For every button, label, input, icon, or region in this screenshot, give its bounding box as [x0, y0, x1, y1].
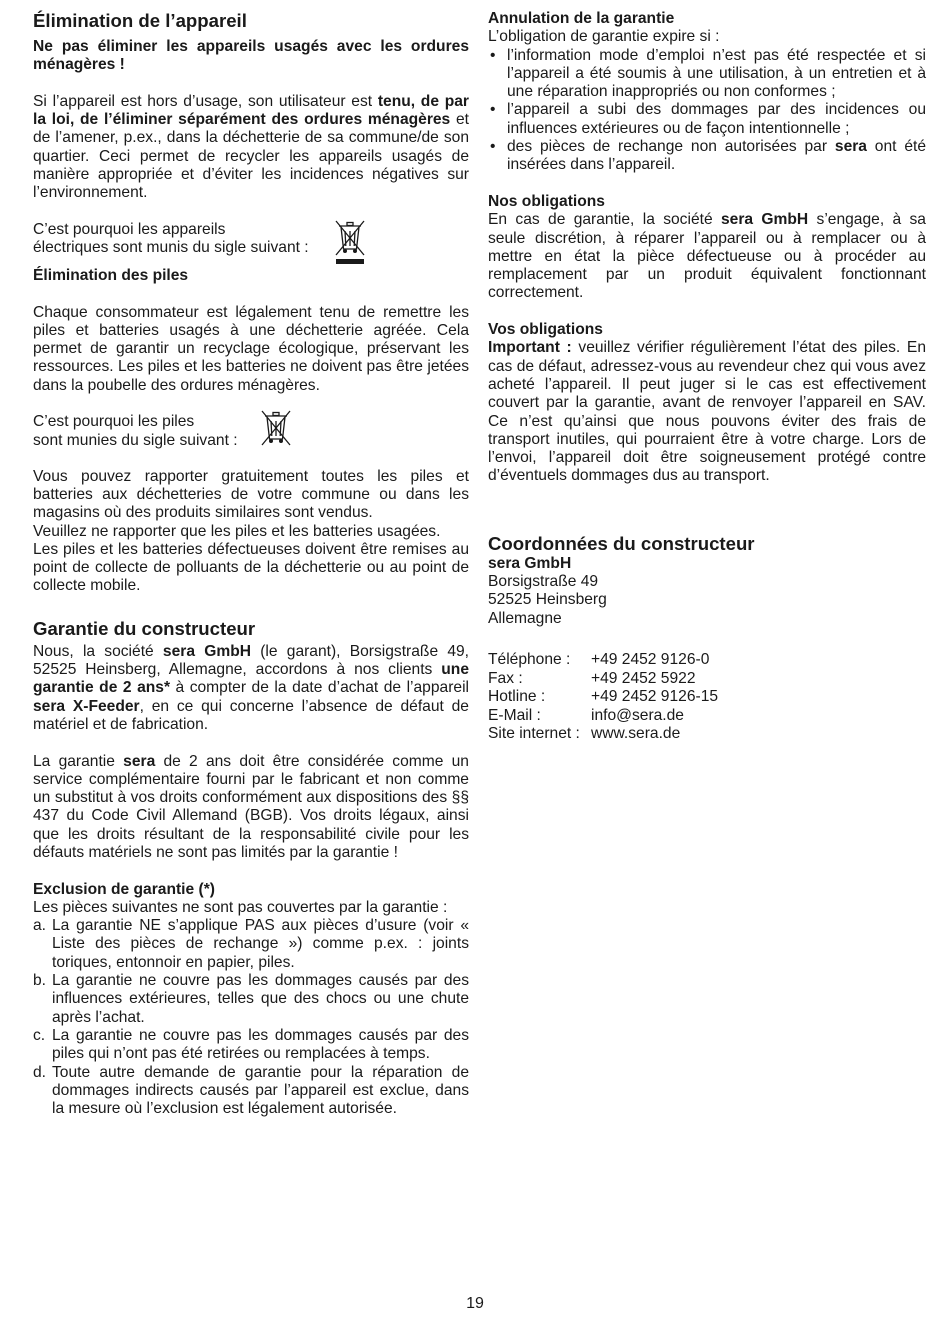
page-number: 19 — [466, 1295, 484, 1312]
list-item — [33, 972, 469, 1027]
table-row — [488, 670, 718, 689]
left-column — [33, 0, 469, 1118]
bullet: • — [490, 138, 496, 156]
right-column — [488, 0, 926, 744]
bold-span: sera X-Feeder — [33, 697, 140, 715]
weee-bin-icon — [333, 217, 367, 272]
list-item-text: l’appareil a subi des dommages par des incidences ou influences extérieures ou de façon intentionnelle ; — [507, 101, 926, 137]
contact-value: www.sera.de — [591, 725, 681, 743]
cancellation-title: Annulation de la garantie — [488, 10, 675, 27]
list-item — [33, 917, 469, 972]
list-marker: d. — [33, 1063, 47, 1081]
contact-table — [488, 651, 718, 744]
text-span: s’engage, à sa seule discrétion, à réparer l’appareil ou à remplacer ou à mettre en état la pièce défectueuse ou à procéder au remplacement par un produit équivalent fonctionnant correctement. — [488, 211, 926, 302]
table-row — [488, 725, 718, 744]
list-item — [33, 1064, 469, 1119]
our-obligations-paragraph — [488, 211, 926, 302]
exclusion-intro: Les pièces suivantes ne sont pas couvertes par la garantie : — [33, 898, 448, 916]
bullet: • — [490, 46, 496, 64]
contact-label: Site internet : — [488, 725, 580, 743]
battery-symbol-line2: sont munies du sigle suivant : — [33, 431, 238, 449]
battery-bin-icon — [259, 407, 293, 452]
text-span: Si l’appareil est hors d’usage, son utilisateur est — [33, 92, 378, 110]
list-item-text: La garantie NE s’applique PAS aux pièces d’usure (voir « Liste des pièces de rechange ») comme p.ex. : joints toriques, entonnoir en papier, piles. — [52, 917, 469, 971]
our-obligations-title: Nos obligations — [488, 192, 605, 210]
contact-value: +49 2452 9126-15 — [591, 688, 719, 706]
text-span: , en ce qui concerne l’absence de défaut de matériel et de fabrication. — [33, 697, 469, 733]
manufacturer-street: Borsigstraße 49 — [488, 573, 599, 591]
text-span: La garantie — [33, 752, 124, 770]
manufacturer-city: 52525 Heinsberg — [488, 591, 607, 609]
batteries-paragraph-2: Vous pouvez rapporter gratuitement toutes les piles et batteries aux déchetteries de votre commune ou dans les magasins où des produits similaires sont vendus. — [33, 467, 469, 522]
list-item-text: Toute autre demande de garantie pour la réparation de dommages indirects causés par l’appareil est exclue, dans la mesure où l’exclusion est légalement autorisée. — [52, 1063, 469, 1118]
bold-span: Important : — [488, 339, 572, 357]
contact-value: +49 2452 9126-0 — [591, 650, 710, 668]
weee-symbol-line1: C’est pourquoi les appareils — [33, 220, 226, 238]
manufacturer-country: Allemagne — [488, 609, 562, 627]
disposal-title: Élimination de l’appareil — [33, 10, 247, 31]
bold-span: sera GmbH — [720, 211, 809, 229]
disposal-paragraph — [33, 93, 469, 203]
manufacturer-title: Coordonnées du constructeur — [488, 532, 755, 554]
bold-span: sera — [123, 752, 156, 770]
contact-label: Téléphone : — [488, 650, 571, 668]
bold-span: tenu, de par la loi, de l’éliminer séparément des ordures ménagères — [33, 92, 469, 129]
weee-symbol-line2: électriques sont munis du sigle suivant : — [33, 239, 309, 257]
list-item — [33, 1027, 469, 1064]
text-span: Nous, la société — [33, 642, 163, 660]
list-item-text: ont été insérées dans l’appareil. — [507, 138, 926, 174]
text-span: veuillez vérifier régulièrement l’état des piles. En cas de défaut, adressez-vous au revendeur chez qui vous avez acheté l’appareil. Il peut juger si le cas est effectivement couvert par la garantie, avant de renvoyer l’appareil en SAV. Ce n’est qu’ainsi que nous pouvons éviter des frais de transport inutiles, qui pourraient être à votre charge. Lors de l’envoi, l’appareil doit être soigneusement protégé contre d’éventuels dommages dus au transport. — [488, 339, 926, 485]
manufacturer-company: sera GmbH — [488, 554, 572, 572]
batteries-paragraph-4: Les piles et les batteries défectueuses doivent être remises au point de collecte de polluants de la déchetterie ou au point de collecte mobile. — [33, 540, 469, 595]
bullet: • — [490, 101, 496, 119]
list-item-text: La garantie ne couvre pas les dommages causés par des piles qui n’ont pas été retirées ou remplacées à temps. — [52, 1026, 469, 1063]
text-span: (le garant), Borsigstraße 49, 52525 Heinsberg, Allemagne, accordons à nos clients — [33, 642, 470, 679]
list-marker: a. — [33, 917, 47, 935]
batteries-paragraph-3: Veuillez ne rapporter que les piles et les batteries usagées. — [33, 522, 441, 540]
warranty-paragraph-1 — [33, 643, 469, 734]
bold-span: sera — [834, 138, 867, 156]
your-obligations-title: Vos obligations — [488, 321, 603, 339]
weee-symbol-row — [33, 221, 469, 267]
contact-label: E-Mail : — [488, 706, 541, 724]
exclusion-title: Exclusion de garantie (*) — [33, 880, 215, 898]
disposal-warning: Ne pas éliminer les appareils usagés avec les ordures ménagères ! — [33, 38, 469, 74]
contact-label: Fax : — [488, 669, 523, 687]
table-row — [488, 707, 718, 726]
text-span: et de l’amener, p.ex., dans la déchetterie de sa commune/de son quartier. Ceci permet de recycler les appareils usagés de manière appropriée et d’éviter les incidences négatives sur l’environnement. — [33, 111, 469, 202]
list-item-text: l’information mode d’emploi n’est pas été respectée et si l’appareil a été soumis à une utilisation, à un entretien et à une réparation inappropriés ou non conformes ; — [507, 46, 926, 101]
list-item-text: La garantie ne couvre pas les dommages causés par des influences extérieures, telles que des chocs ou une chute après l’achat. — [52, 972, 469, 1026]
exclusion-list — [33, 917, 469, 1118]
list-marker: b. — [33, 972, 47, 990]
contact-value: info@sera.de — [591, 706, 684, 724]
list-item — [488, 101, 926, 138]
list-item — [488, 138, 926, 175]
battery-symbol-row — [33, 413, 469, 449]
list-item — [488, 47, 926, 102]
battery-symbol-line1: C’est pourquoi les piles — [33, 413, 195, 431]
bold-span: une garantie de 2 ans* — [33, 661, 469, 697]
text-span: à compter de la date d’achat de l’appareil — [170, 679, 469, 697]
list-marker: c. — [33, 1026, 46, 1044]
bold-span: sera GmbH — [162, 642, 252, 660]
list-item-text: des pièces de rechange non autorisées par — [507, 138, 835, 156]
contact-value: +49 2452 5922 — [591, 669, 696, 687]
text-span: En cas de garantie, la société — [488, 211, 721, 229]
warranty-paragraph-2 — [33, 753, 469, 863]
cancellation-list — [488, 47, 926, 175]
table-row — [488, 651, 718, 670]
your-obligations-paragraph — [488, 339, 926, 485]
cancellation-intro: L’obligation de garantie expire si : — [488, 28, 720, 46]
batteries-title: Élimination des piles — [33, 266, 189, 284]
table-row — [488, 688, 718, 707]
contact-label: Hotline : — [488, 688, 546, 706]
warranty-title: Garantie du constructeur — [33, 617, 256, 639]
text-span: de 2 ans doit être considérée comme un service complémentaire fourni par le fabricant et non comme un substitut à vos droits conformément aux dispositions des §§ 437 du Code Civil Allemand (BGB). Vos droits légaux, ainsi que les droits résultant de la responsabilité civile pour les défauts matériels ne sont pas limités par la garantie ! — [33, 752, 469, 861]
batteries-paragraph-1: Chaque consommateur est légalement tenu de remettre les piles et batteries usagés à une déchetterie agréée. Cela permet de garantir un recyclage écologique, préservant les ressources. Les piles et les batteries ne doivent pas être jetées dans la poubelle des ordures ménagères. — [33, 303, 469, 394]
